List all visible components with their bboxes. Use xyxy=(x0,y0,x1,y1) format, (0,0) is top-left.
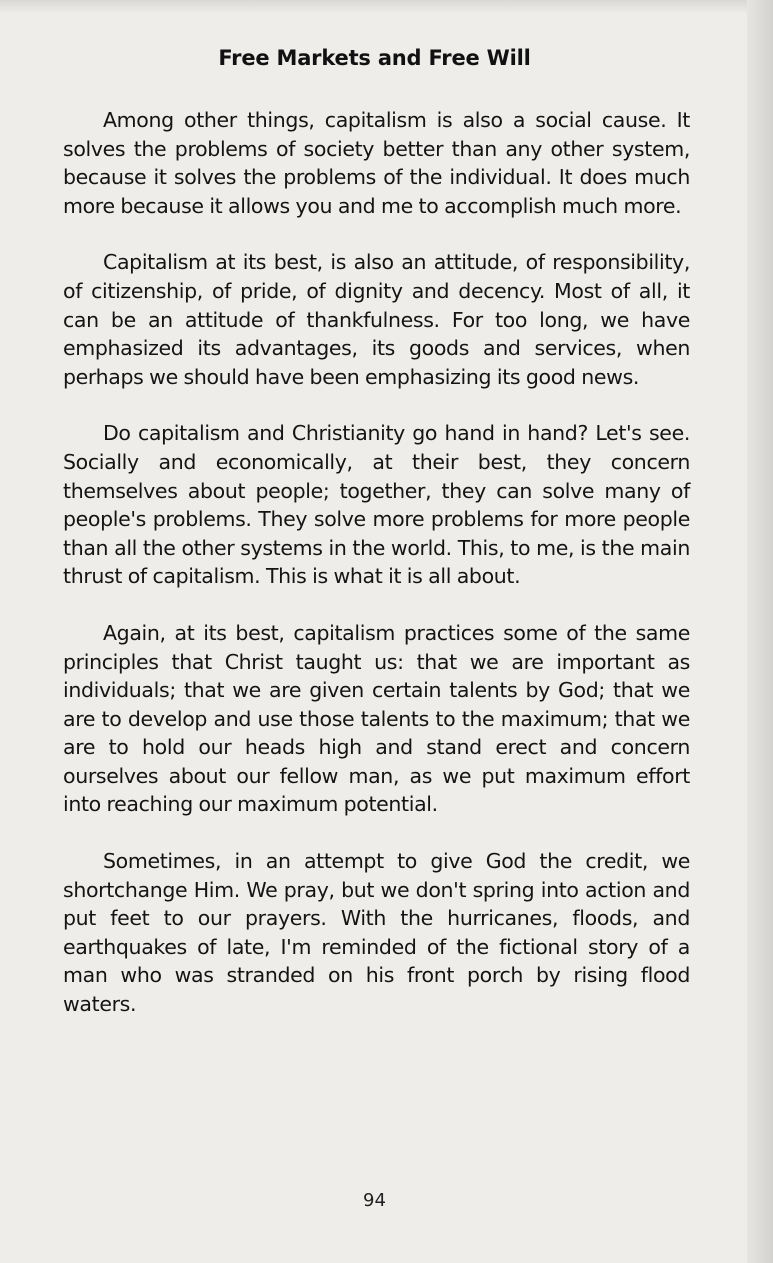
page-top-shadow xyxy=(0,0,773,14)
paragraph: Again, at its best, capitalism practices some of the same principles that Christ taught us: that we are important as individuals; that we are given certain talents by God; that we are to develop and use those talents to the maximum; that we are to hold our heads high and stand erect and concern ourselves about our fellow man, as we put maximum effort into reaching our maximum potential. xyxy=(63,620,690,817)
paragraph: Sometimes, in an attempt to give God the credit, we shortchange Him. We pray, but we don't spring into action and put feet to our prayers. With the hurricanes, floods, and earthquakes of late, I'm reminded of the fictional story of a man who was stranded on his front porch by rising flood waters. xyxy=(63,849,690,1017)
body-text xyxy=(63,106,690,1047)
paragraph: Among other things, capitalism is also a social cause. It solves the problems of society better than any other system, because it solves the problems of the individual. It does much more because it allows you and me to accomplish much more. xyxy=(63,108,690,218)
page-edge-shadow xyxy=(747,0,773,1263)
chapter-title: Free Markets and Free Will xyxy=(218,46,531,70)
paragraph: Do capitalism and Christianity go hand in hand? Let's see. Socially and economically, at their best, they concern themselves about people; together, they can solve many of people's problems. They solve more problems for more people than all the other systems in the world. This, to me, is the main thrust of capitalism. This is what it is all about. xyxy=(63,421,690,589)
paragraph: Capitalism at its best, is also an attitude, of responsibility, of citizenship, of pride, of dignity and decency. Most of all, it can be an attitude of thankfulness. For too long, we have emphasized its advantages, its goods and services, when perhaps we should have been emphasizing its good news. xyxy=(63,250,690,389)
page-number: 94 xyxy=(363,1190,386,1211)
